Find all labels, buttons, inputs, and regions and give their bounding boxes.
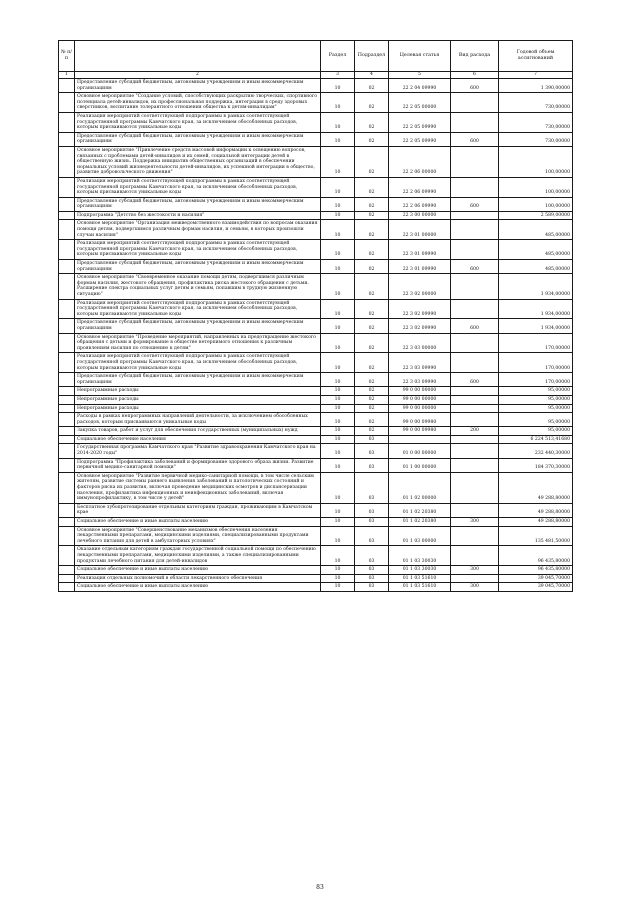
table-row: [59, 132, 573, 146]
expense-name-cell: Расходы в рамках непрограммных направлений деятельности, за исключением обособленных расходов, которым присваиваются уникальные коды: [75, 413, 321, 427]
amount-cell: 170,00000: [499, 373, 573, 387]
expense-type-cell: [451, 387, 499, 396]
row-number-cell: [59, 197, 75, 211]
table-row: [59, 458, 573, 472]
expense-name-cell: Предоставление субсидий бюджетным, автономным учреждениям и иным некоммерческим организациям: [75, 373, 321, 387]
expense-name-cell: Основное мероприятие "Своевременное оказание помощи детям, подвергшимся различным формам насилия, жестокого обращения, профилактика риска жестокого обращения с детьми. Расширение спектра социальных услуг детям и семьям, попавшим в трудную жизненную ситуацию": [75, 274, 321, 299]
podrazdel-cell: 02: [355, 387, 389, 396]
expense-type-cell: [451, 444, 499, 458]
amount-cell: 184 370,30000: [499, 458, 573, 472]
amount-cell: 39 045,70000: [499, 583, 573, 592]
razdel-cell: 10: [321, 132, 355, 146]
target-article-cell: 22 3 01 09990: [389, 260, 451, 274]
target-article-cell: 01 1 03 51610: [389, 583, 451, 592]
row-number-cell: [59, 472, 75, 503]
table-body: [59, 79, 573, 592]
table-row: [59, 413, 573, 427]
table-row: [59, 404, 573, 413]
expense-name-cell: Непрограммные расходы: [75, 387, 321, 396]
amount-cell: 1 934,00000: [499, 319, 573, 333]
razdel-cell: 10: [321, 211, 355, 220]
expense-name-cell: Подпрограмма "Профилактика заболеваний и формирование здорового образа жизни. Развитие первичной медико-санитарной помощи": [75, 458, 321, 472]
expense-name-cell: Социальное обеспечение населения: [75, 435, 321, 444]
target-article-cell: 99 0 00 09980: [389, 413, 451, 427]
header-csr: Целевая статья: [389, 41, 451, 72]
expense-type-cell: [451, 93, 499, 113]
expense-type-cell: [451, 503, 499, 517]
table-row: [59, 566, 573, 575]
expense-type-cell: [451, 404, 499, 413]
podrazdel-cell: 02: [355, 112, 389, 132]
expense-type-cell: 600: [451, 132, 499, 146]
table-row: [59, 299, 573, 319]
podrazdel-cell: 02: [355, 413, 389, 427]
expense-name-cell: Реализация мероприятий соответствующей подпрограммы в рамках соответствующей государственной программы Камчатского края, за исключением обособленных расходов, которым присваиваются уникальные коды: [75, 240, 321, 260]
expense-type-cell: 600: [451, 79, 499, 93]
razdel-cell: 10: [321, 472, 355, 503]
razdel-cell: 10: [321, 458, 355, 472]
expense-name-cell: Социальное обеспечение и иные выплаты населению: [75, 566, 321, 575]
table-row: [59, 79, 573, 93]
amount-cell: 2 589,00000: [499, 211, 573, 220]
razdel-cell: 10: [321, 518, 355, 527]
header-num: № п/п: [59, 41, 75, 72]
table-row: [59, 177, 573, 197]
row-number-cell: [59, 112, 75, 132]
razdel-cell: 10: [321, 177, 355, 197]
header-name: [75, 41, 321, 72]
amount-cell: 170,00000: [499, 353, 573, 373]
amount-cell: 485,00000: [499, 220, 573, 240]
expense-name-cell: Основное мероприятие "Совершенствование механизмов обеспечения населения лекарственными препаратами, медицинскими изделиями, специализированными продуктами лечебного питания для детей в амбулаторных условиях": [75, 526, 321, 546]
col-number: 1: [59, 72, 75, 79]
podrazdel-cell: 03: [355, 444, 389, 458]
amount-cell: 170,00000: [499, 333, 573, 353]
expense-type-cell: [451, 177, 499, 197]
row-number-cell: [59, 574, 75, 583]
razdel-cell: 10: [321, 435, 355, 444]
amount-cell: 730,00000: [499, 93, 573, 113]
podrazdel-cell: 03: [355, 546, 389, 566]
amount-cell: 95,00000: [499, 387, 573, 396]
col-number: 6: [451, 72, 499, 79]
amount-cell: 6 224 513,41680: [499, 435, 573, 444]
expense-type-cell: [451, 220, 499, 240]
expense-name-cell: Непрограммные расходы: [75, 395, 321, 404]
target-article-cell: 99 0 00 09980: [389, 427, 451, 436]
expense-name-cell: Социальное обеспечение и иные выплаты населению: [75, 583, 321, 592]
table-row: [59, 435, 573, 444]
expense-type-cell: 600: [451, 260, 499, 274]
target-article-cell: 22 2 06 09990: [389, 197, 451, 211]
razdel-cell: 10: [321, 583, 355, 592]
table-row: [59, 373, 573, 387]
target-article-cell: 22 3 00 00000: [389, 211, 451, 220]
table-row: [59, 583, 573, 592]
header-vr: Вид расхода: [451, 41, 499, 72]
header-podrazdel: Подраздел: [355, 41, 389, 72]
row-number-cell: [59, 395, 75, 404]
expense-type-cell: [451, 146, 499, 177]
podrazdel-cell: 02: [355, 146, 389, 177]
table-row: [59, 146, 573, 177]
razdel-cell: 10: [321, 404, 355, 413]
amount-cell: 95,00000: [499, 404, 573, 413]
table-row: [59, 503, 573, 517]
amount-cell: 95,00000: [499, 413, 573, 427]
podrazdel-cell: 02: [355, 427, 389, 436]
podrazdel-cell: 02: [355, 211, 389, 220]
expense-type-cell: [451, 458, 499, 472]
table-row: [59, 274, 573, 299]
row-number-cell: [59, 503, 75, 517]
row-number-cell: [59, 220, 75, 240]
row-number-cell: [59, 319, 75, 333]
row-number-cell: [59, 177, 75, 197]
target-article-cell: 01 1 03 30030: [389, 566, 451, 575]
podrazdel-cell: 02: [355, 220, 389, 240]
expense-name-cell: Предоставление субсидий бюджетным, автономным учреждениям и иным некоммерческим организациям: [75, 197, 321, 211]
target-article-cell: 99 0 00 00000: [389, 395, 451, 404]
expense-name-cell: Подпрограмма "Детство без жестокости и насилия": [75, 211, 321, 220]
table-row: [59, 546, 573, 566]
table-row: [59, 260, 573, 274]
expense-type-cell: 300: [451, 566, 499, 575]
row-number-cell: [59, 444, 75, 458]
target-article-cell: 01 1 00 00000: [389, 458, 451, 472]
page-number: 83: [316, 884, 324, 891]
amount-cell: 730,00000: [499, 132, 573, 146]
row-number-cell: [59, 240, 75, 260]
expense-type-cell: 300: [451, 583, 499, 592]
table-header: [59, 41, 573, 79]
podrazdel-cell: 02: [355, 132, 389, 146]
table-row: [59, 387, 573, 396]
row-number-cell: [59, 526, 75, 546]
podrazdel-cell: 03: [355, 503, 389, 517]
expense-type-cell: 600: [451, 197, 499, 211]
target-article-cell: 01 1 03 00000: [389, 526, 451, 546]
podrazdel-cell: 02: [355, 93, 389, 113]
table-row: [59, 112, 573, 132]
amount-cell: 1 934,00000: [499, 274, 573, 299]
target-article-cell: 99 0 00 00000: [389, 404, 451, 413]
podrazdel-cell: 03: [355, 574, 389, 583]
expense-name-cell: Оказание отдельным категориям граждан государственной социальной помощи по обеспечению лекарственными препаратами, медицинскими изделиями, а также специализированными продуктами лечебного питания для детей-инвалидов: [75, 546, 321, 566]
row-number-cell: [59, 146, 75, 177]
amount-cell: 100,00000: [499, 177, 573, 197]
expense-name-cell: Реализация мероприятий соответствующей подпрограммы в рамках соответствующей государственной программы Камчатского края, за исключением обособленных расходов, которым присваиваются уникальные коды: [75, 299, 321, 319]
expense-type-cell: [451, 353, 499, 373]
podrazdel-cell: 02: [355, 274, 389, 299]
table-row: [59, 395, 573, 404]
table-row: [59, 427, 573, 436]
header-sum: Годовой объем ассигнований: [499, 41, 573, 72]
podrazdel-cell: 02: [355, 177, 389, 197]
target-article-cell: 22 2 06 09990: [389, 177, 451, 197]
expense-name-cell: Основное мероприятие "Привлечение средств массовой информации к освещению вопросов, связанных с проблемами детей-инвалидов и их семей, социальной интеграции детей в общественную жизнь. Поддержка инициатив общественных организаций в обеспечении нормальных условий жизнедеятельности детей-инвалидов, их успешной интеграции в общество, развитие добровольческого движения": [75, 146, 321, 177]
row-number-cell: [59, 299, 75, 319]
target-article-cell: 01 0 00 00000: [389, 444, 451, 458]
expense-name-cell: Предоставление субсидий бюджетным, автономным учреждениям и иным некоммерческим организациям: [75, 132, 321, 146]
target-article-cell: 22 2 05 00000: [389, 93, 451, 113]
podrazdel-cell: 03: [355, 472, 389, 503]
podrazdel-cell: 03: [355, 435, 389, 444]
podrazdel-cell: 03: [355, 583, 389, 592]
expense-name-cell: Социальное обеспечение и иные выплаты населению: [75, 518, 321, 527]
razdel-cell: 10: [321, 146, 355, 177]
row-number-cell: [59, 79, 75, 93]
podrazdel-cell: 02: [355, 79, 389, 93]
razdel-cell: 10: [321, 274, 355, 299]
expense-type-cell: [451, 240, 499, 260]
razdel-cell: 10: [321, 566, 355, 575]
target-article-cell: 01 1 02 20380: [389, 518, 451, 527]
razdel-cell: 10: [321, 93, 355, 113]
podrazdel-cell: 02: [355, 404, 389, 413]
expense-type-cell: [451, 112, 499, 132]
header-razdel: Раздел: [321, 41, 355, 72]
razdel-cell: 10: [321, 353, 355, 373]
razdel-cell: 10: [321, 526, 355, 546]
razdel-cell: 10: [321, 373, 355, 387]
razdel-cell: 10: [321, 333, 355, 353]
razdel-cell: 10: [321, 299, 355, 319]
expense-type-cell: [451, 413, 499, 427]
row-number-cell: [59, 546, 75, 566]
razdel-cell: 10: [321, 112, 355, 132]
expense-type-cell: [451, 333, 499, 353]
table-row: [59, 240, 573, 260]
amount-cell: 96 435,80000: [499, 546, 573, 566]
amount-cell: 95,00000: [499, 395, 573, 404]
target-article-cell: 22 3 02 00000: [389, 274, 451, 299]
document-page: [58, 40, 572, 592]
expense-name-cell: Государственная программа Камчатского края "Развитие здравоохранения Камчатского края на 2014-2020 годы": [75, 444, 321, 458]
razdel-cell: 10: [321, 260, 355, 274]
razdel-cell: 10: [321, 413, 355, 427]
podrazdel-cell: 03: [355, 518, 389, 527]
razdel-cell: 10: [321, 319, 355, 333]
table-row: [59, 220, 573, 240]
table-row: [59, 197, 573, 211]
expense-type-cell: 300: [451, 518, 499, 527]
amount-cell: 39 045,70000: [499, 574, 573, 583]
table-row: [59, 444, 573, 458]
target-article-cell: 22 2 04 09990: [389, 79, 451, 93]
podrazdel-cell: 03: [355, 458, 389, 472]
amount-cell: 49 288,80000: [499, 503, 573, 517]
expense-type-cell: [451, 526, 499, 546]
expense-name-cell: Бесплатное зубопротезирование отдельным категориям граждан, проживающим в Камчатском крае: [75, 503, 321, 517]
target-article-cell: 22 2 05 09990: [389, 112, 451, 132]
expense-type-cell: [451, 546, 499, 566]
table-row: [59, 526, 573, 546]
razdel-cell: 10: [321, 395, 355, 404]
podrazdel-cell: 02: [355, 299, 389, 319]
target-article-cell: 22 3 03 09990: [389, 353, 451, 373]
row-number-cell: [59, 260, 75, 274]
expense-name-cell: Реализация мероприятий соответствующей подпрограммы в рамках соответствующей государственной программы Камчатского края, за исключением обособленных расходов, которым присваиваются уникальные коды: [75, 353, 321, 373]
target-article-cell: 01 1 03 30030: [389, 546, 451, 566]
amount-cell: 1 390,00000: [499, 79, 573, 93]
target-article-cell: 01 1 02 20380: [389, 503, 451, 517]
expense-name-cell: Реализация отдельных полномочий в области лекарственного обеспечения: [75, 574, 321, 583]
razdel-cell: 10: [321, 503, 355, 517]
expense-name-cell: Основное мероприятие "Организация межведомственного взаимодействия по вопросам оказания помощи детям, подвергшимся различным формам насилия, и семьям, в которых произошли случаи насилия": [75, 220, 321, 240]
table-row: [59, 333, 573, 353]
row-number-cell: [59, 566, 75, 575]
row-number-cell: [59, 583, 75, 592]
table-row: [59, 353, 573, 373]
amount-cell: 95,00000: [499, 427, 573, 436]
razdel-cell: 10: [321, 444, 355, 458]
amount-cell: 96 435,80000: [499, 566, 573, 575]
amount-cell: 485,00000: [499, 240, 573, 260]
podrazdel-cell: 02: [355, 240, 389, 260]
amount-cell: 100,00000: [499, 146, 573, 177]
row-number-cell: [59, 93, 75, 113]
podrazdel-cell: 02: [355, 395, 389, 404]
col-number: 7: [499, 72, 573, 79]
col-number: 4: [355, 72, 389, 79]
razdel-cell: 10: [321, 197, 355, 211]
row-number-cell: [59, 333, 75, 353]
razdel-cell: 10: [321, 220, 355, 240]
expense-type-cell: 600: [451, 373, 499, 387]
podrazdel-cell: 02: [355, 333, 389, 353]
expense-name-cell: Предоставление субсидий бюджетным, автономным учреждениям и иным некоммерческим организациям: [75, 260, 321, 274]
row-number-cell: [59, 413, 75, 427]
target-article-cell: 22 3 03 09990: [389, 373, 451, 387]
expense-type-cell: 600: [451, 319, 499, 333]
podrazdel-cell: 03: [355, 566, 389, 575]
table-row: [59, 93, 573, 113]
expense-type-cell: [451, 574, 499, 583]
row-number-cell: [59, 274, 75, 299]
razdel-cell: 10: [321, 546, 355, 566]
expense-type-cell: [451, 435, 499, 444]
target-article-cell: 22 3 01 00000: [389, 220, 451, 240]
row-number-cell: [59, 458, 75, 472]
amount-cell: 232 440,30000: [499, 444, 573, 458]
expense-name-cell: Основное мероприятие "Развитие первичной медико-санитарной помощи, в том числе сельским жителям, развитие системы раннего выявления заболеваний и патологических состояний и факторов риска их развития, включая проведение медицинских осмотров и диспансеризации населения, профилактика инфекционных и неинфекционных заболеваний, включая иммунопрофилактику, в том числе у детей": [75, 472, 321, 503]
amount-cell: 1 934,00000: [499, 299, 573, 319]
expense-type-cell: 200: [451, 427, 499, 436]
column-numbers-row: [59, 72, 573, 79]
expense-type-cell: [451, 472, 499, 503]
razdel-cell: 10: [321, 387, 355, 396]
razdel-cell: 10: [321, 427, 355, 436]
razdel-cell: 10: [321, 79, 355, 93]
amount-cell: 49 288,80000: [499, 472, 573, 503]
table-row: [59, 319, 573, 333]
row-number-cell: [59, 518, 75, 527]
target-article-cell: 22 3 02 09990: [389, 319, 451, 333]
target-article-cell: 22 2 06 00000: [389, 146, 451, 177]
col-number: 2: [75, 72, 321, 79]
row-number-cell: [59, 211, 75, 220]
target-article-cell: 01 1 02 00000: [389, 472, 451, 503]
amount-cell: 49 288,80000: [499, 518, 573, 527]
row-number-cell: [59, 427, 75, 436]
expense-type-cell: [451, 299, 499, 319]
expense-name-cell: Непрограммные расходы: [75, 404, 321, 413]
row-number-cell: [59, 435, 75, 444]
col-number: 3: [321, 72, 355, 79]
amount-cell: 730,00000: [499, 112, 573, 132]
podrazdel-cell: 02: [355, 353, 389, 373]
col-number: 5: [389, 72, 451, 79]
target-article-cell: 99 0 00 00000: [389, 387, 451, 396]
expense-type-cell: [451, 395, 499, 404]
table-row: [59, 518, 573, 527]
expense-name-cell: Основное мероприятие "Проведение мероприятий, направленных на предотвращение жестокого обращения с детьми и формирование в обществе нетерпимого отношения к различным проявлениям насилия по отношению к детям": [75, 333, 321, 353]
podrazdel-cell: 02: [355, 260, 389, 274]
row-number-cell: [59, 373, 75, 387]
expense-name-cell: Закупка товаров, работ и услуг для обеспечения государственных (муниципальных) нужд: [75, 427, 321, 436]
expense-name-cell: Предоставление субсидий бюджетным, автономным учреждениям и иным некоммерческим организациям: [75, 79, 321, 93]
table-row: [59, 472, 573, 503]
expense-type-cell: [451, 211, 499, 220]
expense-name-cell: Реализация мероприятий соответствующей подпрограммы в рамках соответствующей государственной программы Камчатского края, за исключением обособленных расходов, которым присваиваются уникальные коды: [75, 112, 321, 132]
target-article-cell: [389, 435, 451, 444]
target-article-cell: 22 3 02 09990: [389, 299, 451, 319]
row-number-cell: [59, 387, 75, 396]
table-row: [59, 574, 573, 583]
target-article-cell: 22 3 03 00000: [389, 333, 451, 353]
expense-name-cell: Предоставление субсидий бюджетным, автономным учреждениям и иным некоммерческим организациям: [75, 319, 321, 333]
row-number-cell: [59, 404, 75, 413]
expense-type-cell: [451, 274, 499, 299]
row-number-cell: [59, 132, 75, 146]
podrazdel-cell: 02: [355, 197, 389, 211]
table-row: [59, 211, 573, 220]
amount-cell: 100,00000: [499, 197, 573, 211]
podrazdel-cell: 02: [355, 373, 389, 387]
row-number-cell: [59, 353, 75, 373]
budget-table: [58, 40, 573, 592]
expense-name-cell: Основное мероприятие "Создание условий, способствующих раскрытию творческих, спортивного потенциала детей-инвалидов, их профессиональная поддержка, интеграция в среду здоровых сверстников, воспитание толерантного отношения общества к детям-инвалидам": [75, 93, 321, 113]
podrazdel-cell: 02: [355, 319, 389, 333]
target-article-cell: 22 3 01 09990: [389, 240, 451, 260]
razdel-cell: 10: [321, 240, 355, 260]
expense-name-cell: Реализация мероприятий соответствующей подпрограммы в рамках соответствующей государственной программы Камчатского края, за исключением обособленных расходов, которым присваиваются уникальные коды: [75, 177, 321, 197]
target-article-cell: 22 2 05 09990: [389, 132, 451, 146]
amount-cell: 135 481,50000: [499, 526, 573, 546]
podrazdel-cell: 03: [355, 526, 389, 546]
amount-cell: 485,00000: [499, 260, 573, 274]
target-article-cell: 01 1 03 51610: [389, 574, 451, 583]
razdel-cell: 10: [321, 574, 355, 583]
